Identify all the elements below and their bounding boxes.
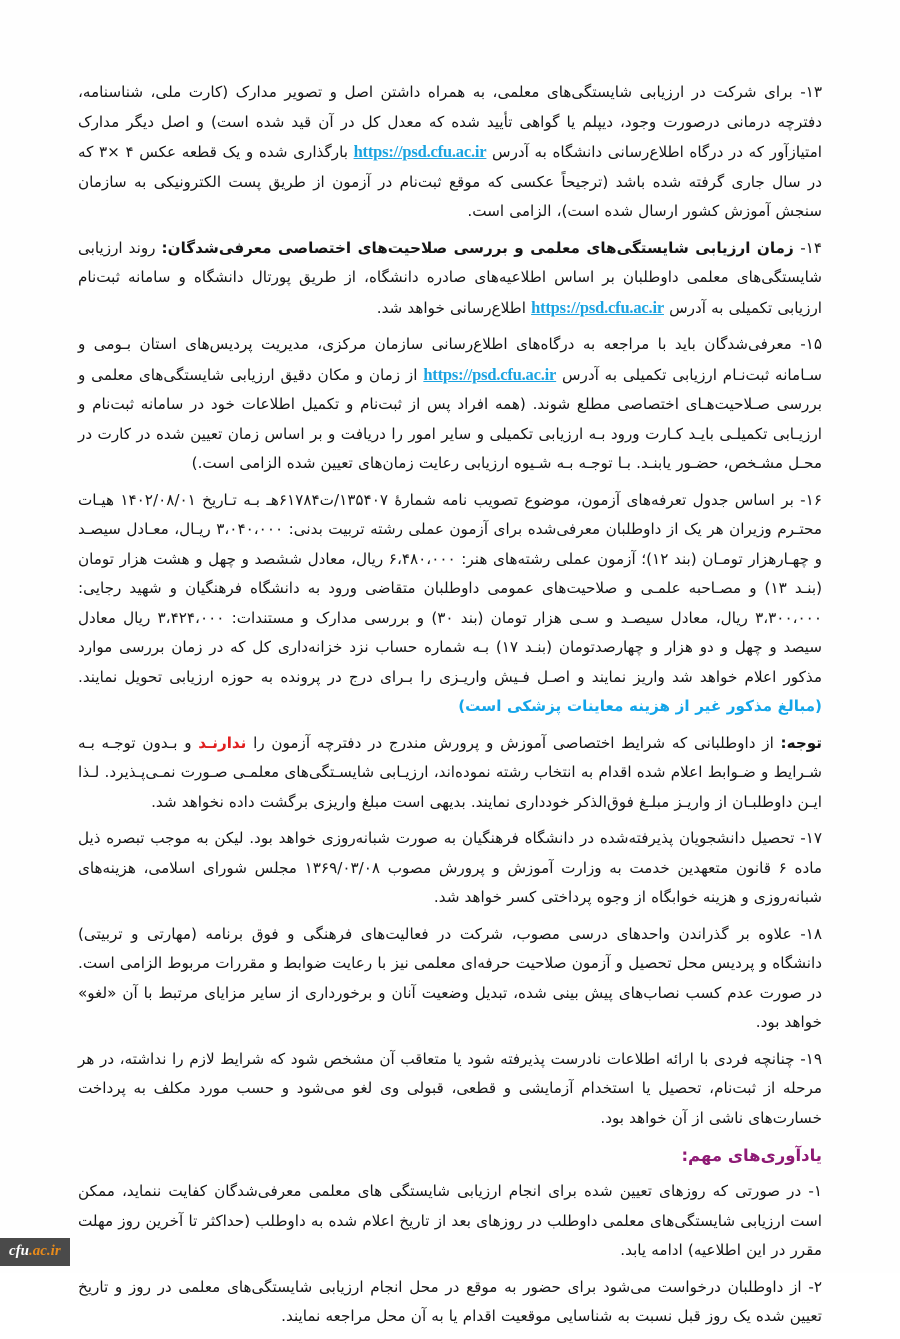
list-item-17 [78, 824, 822, 913]
reminder-item-1-number: ۱- [808, 1182, 822, 1200]
list-item-14 [78, 234, 822, 324]
list-item-16 [78, 486, 822, 722]
list-item-14-text-part1: روند ارزیابی شایستگی‌های معلمی داوطلبان بر اساس اطلاعیه‌های صادره دانشگاه، از طریق پورتال دانشگاه و سامانه ثبت‌نام ارزیابی تکمیلی به آدرس [78, 238, 822, 317]
reminder-item-2 [78, 1273, 822, 1332]
list-item-19 [78, 1045, 822, 1134]
psd-portal-link[interactable]: https://psd.cfu.ac.ir [531, 297, 664, 317]
reminder-item-2-number: ۲- [808, 1277, 822, 1296]
list-item-14-bold-lead: زمان ارزیابی شایستگی‌های معلمی و بررسی صلاحیت‌های اختصاصی معرفی‌شدگان: [161, 238, 801, 257]
list-item-15 [78, 330, 822, 479]
list-item-14-text-part2: اطلاع‌رسانی خواهد شد. [376, 298, 532, 317]
medical-fee-highlight: (مبالغ مذکور غیر از هزینه معاینات پزشکی است) [458, 697, 822, 715]
list-item-19-number: ۱۹- [800, 1049, 822, 1068]
list-item-16-number: ۱۶- [800, 490, 822, 509]
list-item-17-number: ۱۷- [800, 829, 822, 847]
list-item-18-text: علاوه بر گذراندن واحدهای درسی مصوب، شرکت در فعالیت‌های فرهنگی و فوق برنامه (مهارتی و تربیتی) دانشگاه و پردیس محل تحصیل و آزمون صلاحیت حرفه‌ای معلمی نیز با رعایت ضوابط و مقررات مربوط الزامی است. در صورت عدم کسب نصاب‌های پیش بینی شده، تبدیل وضعیت آنان و برخورداری از سایر مزایای مرتبط با آن «لغو» خواهد بود. [78, 924, 822, 1031]
list-item-18 [78, 920, 822, 1038]
list-item-15-text-part2: از زمان و مکان دقیق ارزیابی شایستگی‌های معلمی و بررسی صـلاحیت‌هـای اختصاصی مطلع شوند. (همه افراد پس از ثبت‌نام و تکمیل اطلاعات خود در سامانه ثبت‌نام و ارزیـابی تکمیلـی بایـد کـارت ورود بـه ارزیابی تکمیلی و سایر امور را دریافت و بر اساس زمان تعیین شده در کارت در محـل مشـخص، حضـور یابنـد. بـا توجـه بـه شـیوه ارزیابی رعایت زمان‌های تعیین شده الزامی است.) [78, 365, 822, 472]
list-item-19-text: چنانچه فردی با ارائه اطلاعات نادرست پذیرفته شود یا متعاقب آن مشخص شود که شرایط لازم را نداشته، در هر مرحله از ثبت‌نام، تحصیل یا استخدام آزمایشی و قطعی، قبولی وی لغو می‌شود و حسب مورد مکلف به پرداخت خسارت‌های ناشی از آن خواهد بود. [78, 1049, 822, 1127]
attention-note-part2: و بـدون توجـه بـه شـرایط و ضـوابط اعلام شده اقدام به انتخاب رشته نموده‌اند، ارزیـابی شایسـتگی‌های معلمـی صـورت نمـی‌پـذیرد. لـذا ایـن داوطلبـان از واریـز مبلـغ فوق‌الذکر خودداری نمایند. بدیهی است مبلغ واریزی برگشت داده نخواهد شد. [78, 733, 822, 811]
list-item-15-text-part1: معرفی‌شدگان باید با مراجعه به درگاه‌های اطلاع‌رسانی سازمان مرکزی، مدیریت پردیس‌های استان بـومی و سـامانه ثبت‌نـام ارزیابی تکمیلی به آدرس [78, 335, 822, 384]
attention-note-part1: از داوطلبانی که شرایط اختصاصی آموزش و پرورش مندرج در دفترچه آزمون را [246, 733, 781, 752]
site-watermark-badge [0, 1238, 70, 1266]
reminder-item-2-text: از داوطلبان درخواست می‌شود برای حضور به موقع در محل انجام ارزیابی شایستگی‌های معلمی در روز و تاریخ تعیین شده یک روز قبل نسبت به شناسایی موقعیت اقدام یا به آن محل مراجعه نمایند. [78, 1277, 822, 1325]
attention-note [78, 729, 822, 818]
list-item-16-text-part1: بر اساس جدول تعرفه‌های آزمون، موضوع تصویب نامه شمارهٔ ۱۳۵۴۰۷/ت۶۱۷۸۴هـ بـه تـاریخ ۱۴۰۲/۰۸/۰۱ هیـات محتـرم وزیران هر یک از داوطلبان معرفی‌شده برای آزمون عملی رشته تربیت بدنی: ۳،۰۴۰،۰۰۰ ریـال، معـادل سیصـد و چهـارهزار تومـان (بند ۱۲)؛ آزمون عملی رشته‌های هنر: ۶،۴۸۰،۰۰۰ ریال، معادل ششصد و چهل و هشت هزار تومان (بنـد ۱۳) و مصـاحبه علمـی و صلاحیت‌های عمومی داوطلبان متقاضی ورود به دانشگاه فرهنگیان و شهید رجایی: ۳،۳۰۰،۰۰۰ ریال، معادل سیصـد و سـی هزار تومان (بند ۳۰) و بررسی مدارک و مستندات: ۳،۴۲۴،۰۰۰ ریال معادل سیصد و چهل و دو هزار و چهارصدتومان (بنـد ۱۷) بـه شماره حساب نزد خزانه‌داری کل که در زمان بررسی موارد مذکور اعلام خواهد شد واریز نمایند و اصـل فـیش واریـزی را بـرای درج در پرونده به حوزه ارزیابی تحویل نمایند. [78, 490, 822, 686]
list-item-13 [78, 78, 822, 227]
watermark-accent-text: .ac.ir [29, 1243, 61, 1259]
list-item-13-text-part2: بارگذاری شده و یک قطعه عکس ۴ ×۳ که در سال جاری گرفته شده باشد (ترجیحاً عکسی که موقع ثبت‌نام در آزمون از طریق پست الکترونیکی به سازمان سنجش آموزش کشور ارسال شده است)، الزامی است. [78, 143, 822, 220]
list-item-15-number: ۱۵- [800, 335, 822, 353]
list-item-18-number: ۱۸- [800, 924, 822, 943]
psd-portal-link[interactable]: https://psd.cfu.ac.ir [423, 364, 557, 384]
list-item-13-number: ۱۳- [800, 83, 822, 101]
attention-note-label: توجه: [780, 733, 822, 752]
reminder-item-1-text: در صورتی که روزهای تعیین شده برای انجام ارزیابی شایستگی های معلمی معرفی‌شدگان کفایت ننماید، ممکن است ارزیابی شایستگی‌های معلمی داوطلب در روزهای بعد از تاریخ اعلام شده به داوطلب (حداکثر تا آخرین روز مهلت مقرر در این اطلاعیه) ادامه یابد. [78, 1182, 822, 1259]
reminders-heading: یادآوری‌های مهم: [681, 1146, 822, 1165]
list-item-13-text-part1: برای شرکت در ارزیابی شایستگی‌های معلمی، به همراه داشتن اصل و تصویر مدارک (کارت ملی، شناسنامه، دفترچه درمانی درصورت وجود، دیپلم یا گواهی تأیید شده که معدل کل در آن قید شده است) و اصل دیگر مدارک امتیازآور که در درگاه اطلاع‌رسانی دانشگاه به آدرس [78, 83, 822, 161]
list-item-14-number: ۱۴- [800, 238, 822, 257]
reminder-item-1 [78, 1177, 822, 1266]
attention-note-emphasis: ندارنـد [198, 733, 247, 752]
watermark-primary-text: cfu [9, 1243, 29, 1259]
psd-portal-link[interactable]: https://psd.cfu.ac.ir [353, 142, 487, 161]
list-item-17-text: تحصیل دانشجویان پذیرفته‌شده در دانشگاه فرهنگیان به صورت شبانه‌روزی خواهد بود. لیکن به موجب تبصره ذیل ماده ۶ قانون متعهدین خدمت به وزارت آموزش و پرورش مصوب ۱۳۶۹/۰۳/۰۸ مجلس شورای اسلامی، هزینه‌های شبانه‌روزی و هزینه خوابگاه از وجوه پرداختی کسر خواهد شد. [78, 829, 822, 906]
document-body [78, 78, 822, 1339]
